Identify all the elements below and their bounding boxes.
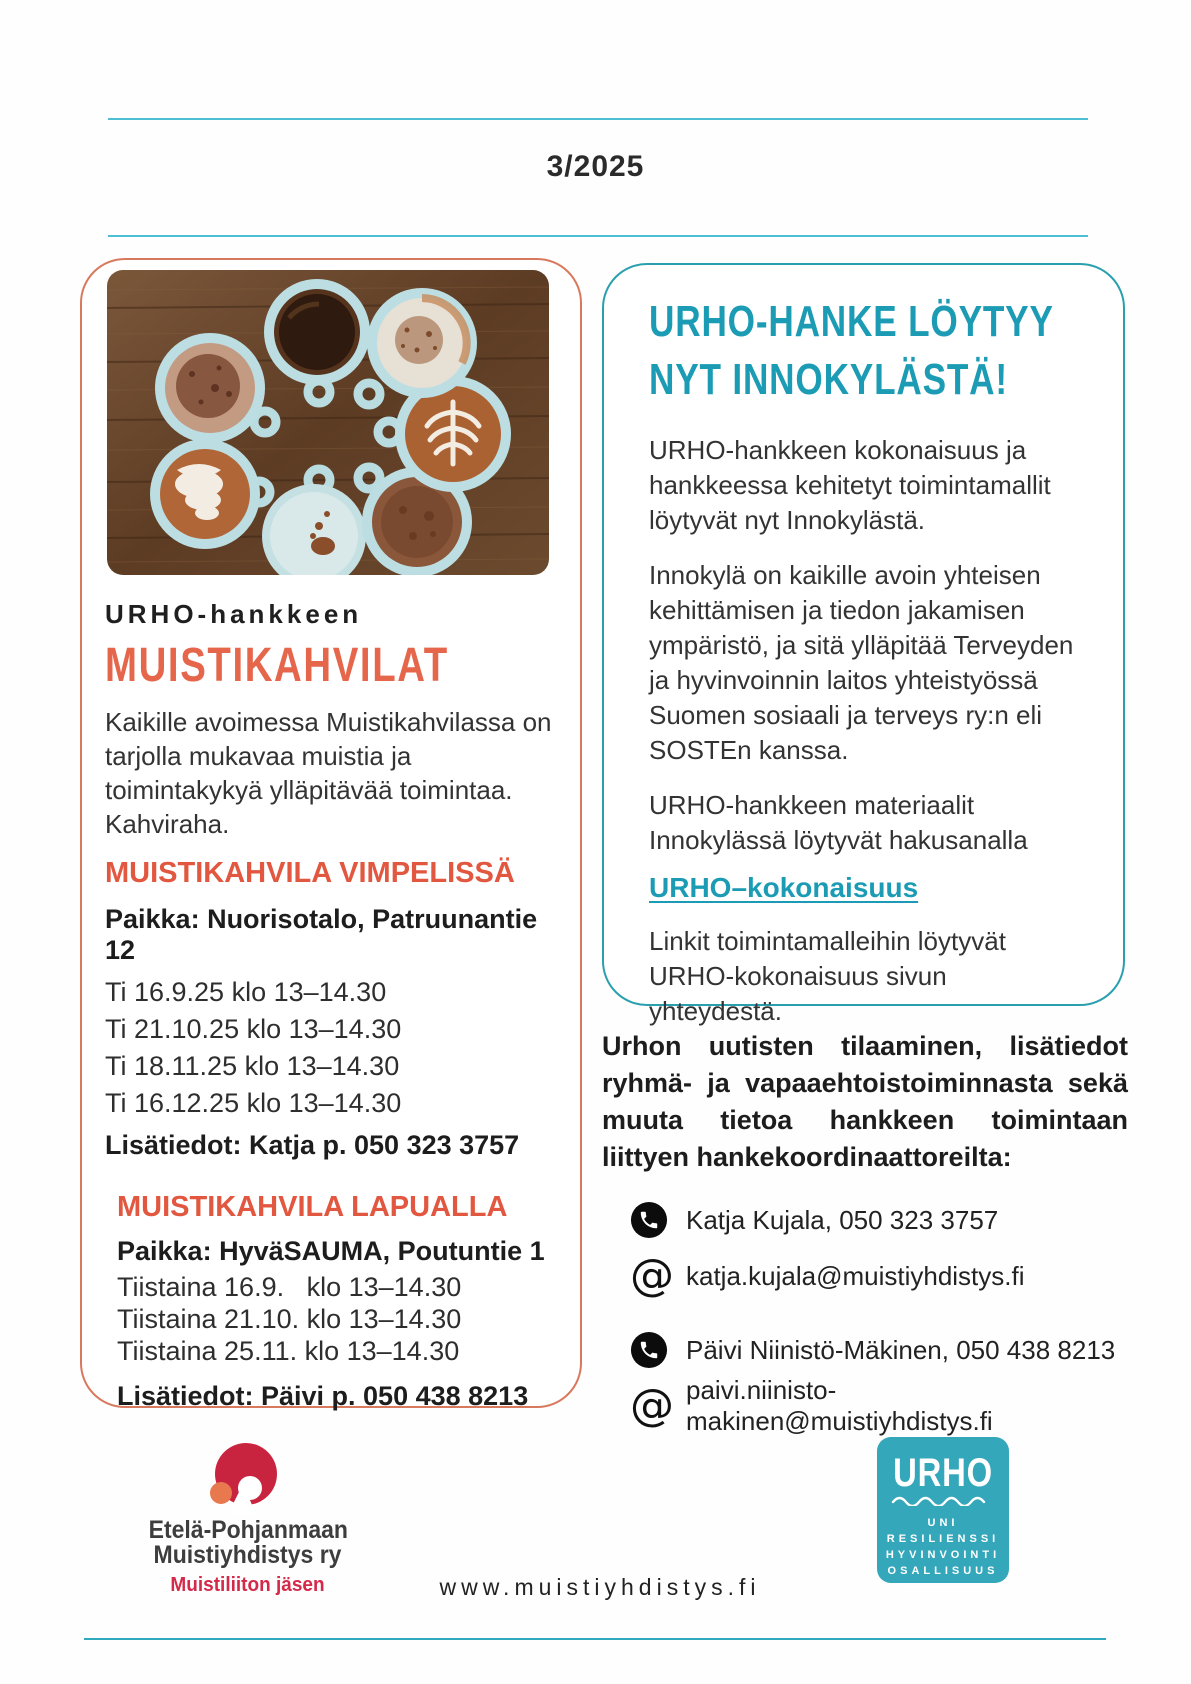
coffee-cups-photo xyxy=(107,270,549,575)
innokyla-title-line1: URHO-HANKE LÖYTYY xyxy=(649,297,1054,346)
contact-row xyxy=(602,1250,1128,1301)
card-kicker: URHO-hankkeen xyxy=(105,599,363,629)
footer-rule xyxy=(84,1638,1106,1640)
time-row: Ti 21.10.25 klo 13–14.30 xyxy=(105,1014,402,1044)
contact-email-katja: katja.kujala@muistiyhdistys.fi xyxy=(686,1260,1025,1291)
section-info: Lisätiedot: Päivi p. 050 438 8213 xyxy=(117,1381,529,1411)
section-heading: MUISTIKAHVILA LAPUALLA xyxy=(117,1191,508,1223)
urho-kokonaisuus-link[interactable]: URHO–kokonaisuus xyxy=(649,872,919,903)
section-place: Paikka: Nuorisotalo, Patruunantie 12 xyxy=(105,904,538,965)
innokyla-paragraph: URHO-hankkeen kokonaisuus ja hankkeessa kehitetyt toimintamallit löytyvät nyt Innokylästä. xyxy=(649,435,1051,535)
urho-logo xyxy=(877,1437,1009,1583)
time-row: Ti 18.11.25 klo 13–14.30 xyxy=(105,1051,400,1081)
contact-section xyxy=(602,1028,1128,1436)
coffee-cups-illustration xyxy=(107,270,549,575)
time-row: Tiistaina 16.9. klo 13–14.30 xyxy=(117,1272,462,1302)
muistiyhdistys-logo xyxy=(208,1440,280,1514)
header-rule-top xyxy=(108,118,1088,120)
org-name-block xyxy=(140,1518,355,1597)
org-member-line: Muistiliiton jäsen xyxy=(170,1574,325,1596)
contact-row xyxy=(602,1198,1128,1242)
innokyla-card xyxy=(602,263,1125,1026)
time-row: Ti 16.12.25 klo 13–14.30 xyxy=(105,1088,402,1118)
contact-intro: Urhon uutisten tilaaminen, lisätiedot ryhmä- ja vapaaehtoistoiminnasta sekä muuta tietoa hankkeen toimintaan liittyen hankekoordinaattoreilta: xyxy=(602,1031,1128,1172)
header-rule-bottom xyxy=(108,235,1088,237)
innokyla-paragraph: Innokylä on kaikille avoin yhteisen kehittämisen ja tiedon jakamisen ympäristö, ja sitä ylläpitää Terveyden ja hyvinvoinnin laitos yhteistyössä Suomen sosiaali ja terveys ry:n eli SOSTEn kanssa. xyxy=(649,560,1074,765)
innokyla-paragraph: Linkit toimintamalleihin löytyvät URHO-kokonaisuus sivun yhteydestä. xyxy=(649,926,1006,1026)
email-icon: @ xyxy=(630,1250,674,1301)
phone-icon xyxy=(630,1331,668,1369)
urho-tagline-line: UNI xyxy=(927,1517,959,1529)
urho-tagline-line: RESILIENSSI xyxy=(886,1533,1000,1545)
urho-logo-title: URHO xyxy=(893,1451,993,1495)
innokyla-paragraph: URHO-hankkeen materiaalit Innokylässä löytyvät hakusanalla xyxy=(649,790,1028,855)
org-name-line1: Etelä-Pohjanmaan xyxy=(148,1516,348,1544)
section-info: Lisätiedot: Katja p. 050 323 3757 xyxy=(105,1130,520,1160)
urho-tagline-line: OSALLISUUS xyxy=(887,1565,999,1577)
section-heading: MUISTIKAHVILA VIMPELISSÄ xyxy=(105,857,515,889)
email-icon: @ xyxy=(630,1380,674,1431)
time-row: Tiistaina 25.11. klo 13–14.30 xyxy=(117,1336,460,1366)
issue-number: 3/2025 xyxy=(546,150,645,183)
section-times xyxy=(105,974,563,1122)
urho-tagline-line: HYVINVOINTI xyxy=(885,1549,1001,1561)
contact-phone-katja: Katja Kujala, 050 323 3757 xyxy=(686,1204,999,1235)
contact-email-paivi: paivi.niinisto-makinen@muistiyhdistys.fi xyxy=(686,1375,993,1436)
muistikahvilat-card xyxy=(80,258,582,1411)
urho-logo-tagline xyxy=(877,1515,1009,1579)
org-name-line2: Muistiyhdistys ry xyxy=(153,1541,342,1569)
innokyla-title-line2: NYT INNOKYLÄSTÄ! xyxy=(649,355,1008,404)
section-place: Paikka: HyväSAUMA, Poutuntie 1 xyxy=(117,1236,545,1266)
phone-icon xyxy=(630,1201,668,1239)
contact-phone-paivi: Päivi Niinistö-Mäkinen, 050 438 8213 xyxy=(686,1334,1116,1365)
website-url: www.muistiyhdistys.fi xyxy=(439,1574,761,1600)
section-vimpeli xyxy=(105,857,563,1161)
urho-logo-rule xyxy=(897,1586,989,1588)
section-lapua xyxy=(117,1191,563,1412)
wave-icon xyxy=(891,1496,995,1506)
contact-row xyxy=(602,1375,1128,1436)
time-row: Ti 16.9.25 klo 13–14.30 xyxy=(105,977,387,1007)
card-title: MUISTIKAHVILAT xyxy=(105,639,449,692)
time-row: Tiistaina 21.10. klo 13–14.30 xyxy=(117,1304,462,1334)
card-intro: Kaikille avoimessa Muistikahvilassa on tarjolla mukavaa muistia ja toimintakykyä ylläpitävää toimintaa. Kahviraha. xyxy=(105,707,552,839)
contact-row xyxy=(602,1328,1128,1372)
section-times xyxy=(117,1271,563,1367)
